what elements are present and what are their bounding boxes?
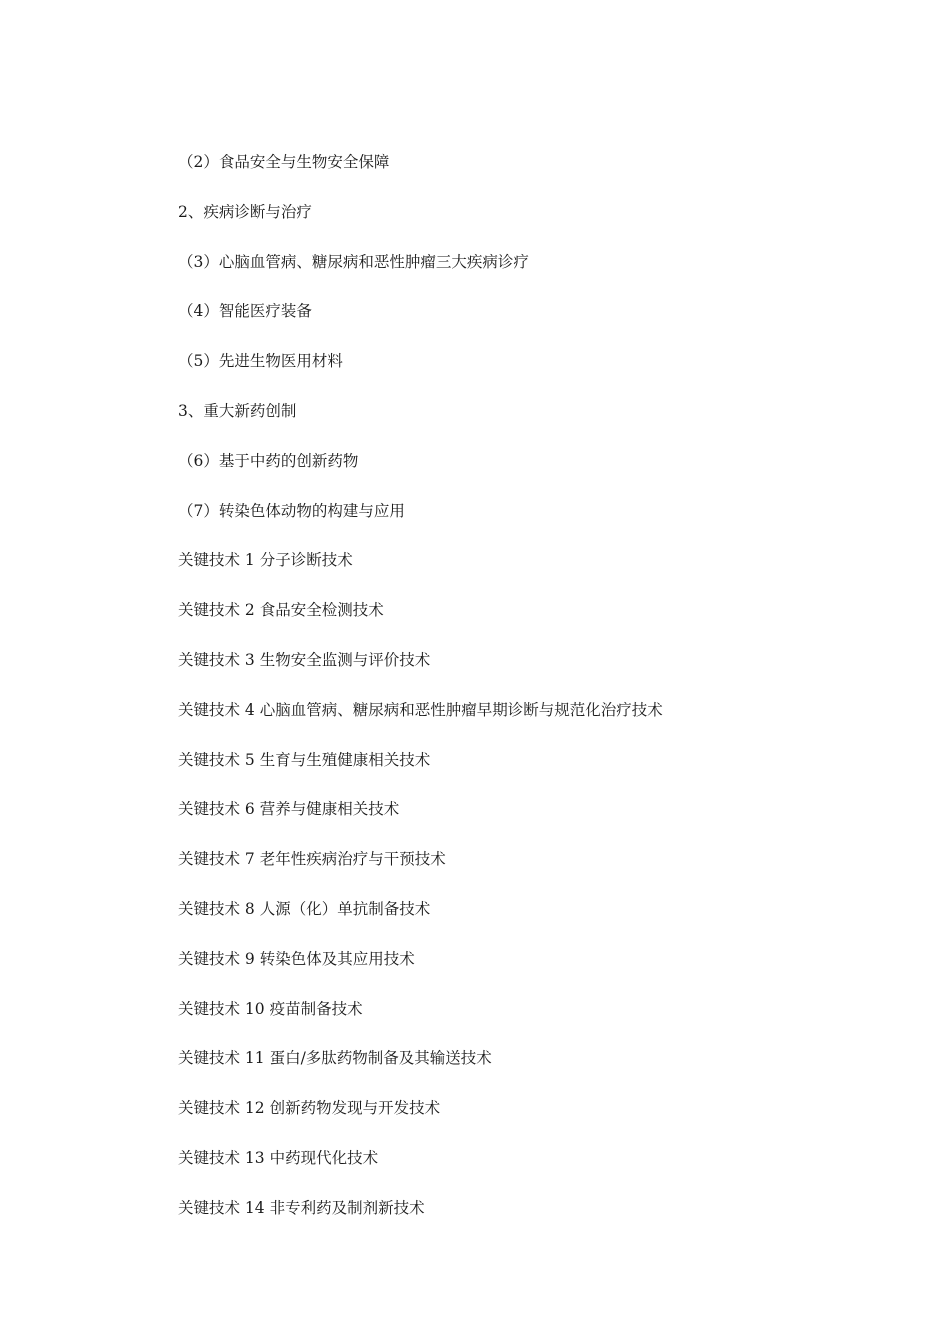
key-tech-4: 关键技术 4 心脑血管病、糖尿病和恶性肿瘤早期诊断与规范化治疗技术: [178, 700, 663, 719]
subitem-transchromosomic-animals: （7）转染色体动物的构建与应用: [178, 501, 405, 520]
section-disease-diagnosis: 2、疾病诊断与治疗: [178, 202, 312, 221]
subitem-tcm-innovative-drugs: （6）基于中药的创新药物: [178, 451, 359, 470]
key-tech-1: 关键技术 1 分子诊断技术: [178, 551, 353, 570]
key-tech-14: 关键技术 14 非专利药及制剂新技术: [178, 1198, 425, 1217]
key-tech-7: 关键技术 7 老年性疾病治疗与干预技术: [178, 850, 446, 869]
key-tech-9: 关键技术 9 转染色体及其应用技术: [178, 949, 415, 968]
document-body: [178, 147, 878, 1243]
subitem-biomedical-materials: （5）先进生物医用材料: [178, 352, 343, 371]
subitem-smart-medical-equipment: （4）智能医疗装备: [178, 302, 312, 321]
key-tech-12: 关键技术 12 创新药物发现与开发技术: [178, 1099, 441, 1118]
key-tech-8: 关键技术 8 人源（化）单抗制备技术: [178, 899, 431, 918]
key-tech-3: 关键技术 3 生物安全监测与评价技术: [178, 650, 431, 669]
subitem-three-major-diseases: （3）心脑血管病、糖尿病和恶性肿瘤三大疾病诊疗: [178, 252, 529, 271]
key-tech-10: 关键技术 10 疫苗制备技术: [178, 999, 363, 1018]
key-tech-5: 关键技术 5 生育与生殖健康相关技术: [178, 750, 431, 769]
key-tech-13: 关键技术 13 中药现代化技术: [178, 1148, 379, 1167]
key-tech-11: 关键技术 11 蛋白/多肽药物制备及其输送技术: [178, 1049, 492, 1068]
subitem-food-safety: （2）食品安全与生物安全保障: [178, 153, 390, 171]
key-tech-6: 关键技术 6 营养与健康相关技术: [178, 800, 400, 819]
key-tech-2: 关键技术 2 食品安全检测技术: [178, 601, 384, 620]
section-new-drug-creation: 3、重大新药创制: [178, 401, 297, 420]
